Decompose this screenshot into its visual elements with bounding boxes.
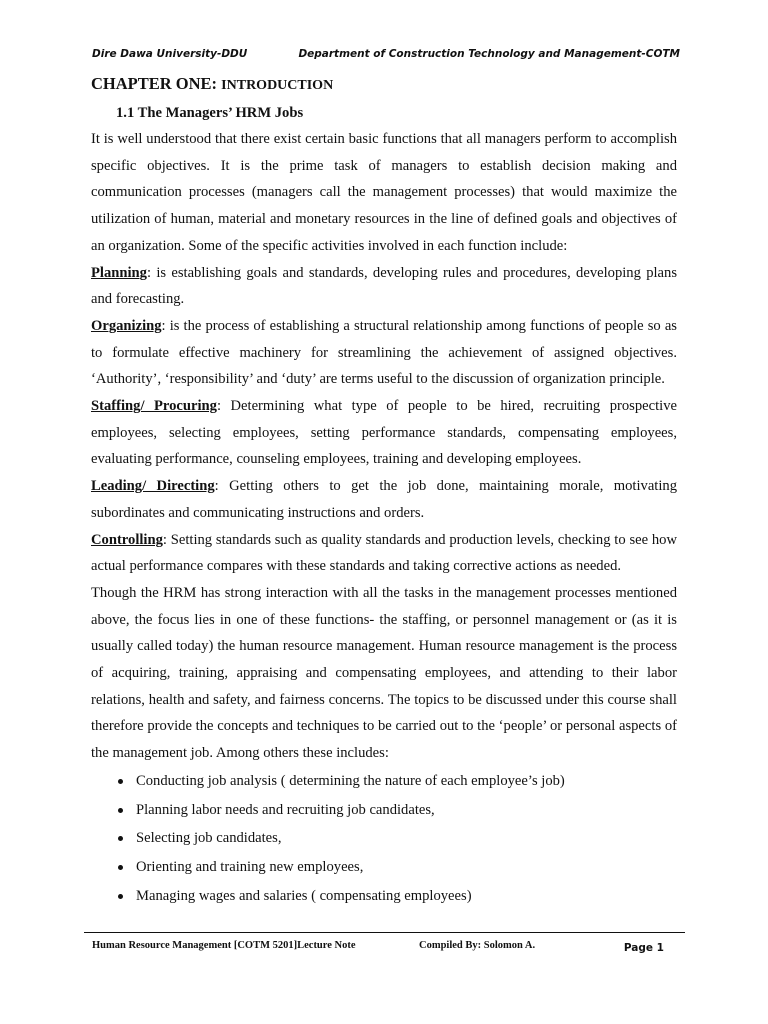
footer-divider xyxy=(84,932,685,933)
page-number: Page 1 xyxy=(623,942,664,954)
list-item: Conducting job analysis ( determining the nature of each employee’s job) xyxy=(116,767,677,796)
list-item: Selecting job candidates, xyxy=(116,824,677,853)
function-description: : Getting others to get the job done, maintaining morale, motivating subordinates and communicating instructions and orders. xyxy=(91,478,678,521)
function-leading xyxy=(91,473,677,526)
hrm-topics-list xyxy=(91,767,677,911)
header-university: Dire Dawa University-DDU xyxy=(92,48,248,60)
function-staffing xyxy=(91,393,677,473)
function-term: Organizing xyxy=(91,317,162,334)
function-term: Leading/ Directing xyxy=(91,478,215,495)
header-department: Department of Construction Technology and Management-COTM xyxy=(298,48,680,60)
function-description: : is the process of establishing a structural relationship among functions of people so as to formulate effective machinery for streamlining the achievement of assigned objectives. ‘Authority’, ‘responsibility’ and ‘duty’ are terms useful to the discussion of organization principle. xyxy=(91,317,677,388)
function-description: : is establishing goals and standards, developing rules and procedures, developing plans and forecasting. xyxy=(91,264,677,308)
chapter-title: INTRODUCTION xyxy=(221,78,334,93)
page-body xyxy=(91,70,677,911)
function-term: Controlling xyxy=(91,531,163,548)
list-item: Managing wages and salaries ( compensating employees) xyxy=(116,882,677,911)
section-heading: 1.1 The Managers’ HRM Jobs xyxy=(116,105,304,121)
function-organizing xyxy=(91,313,677,393)
function-planning xyxy=(91,260,677,313)
hrm-paragraph: Though the HRM has strong interaction with all the tasks in the management processes mentioned above, the focus lies in one of these functions- the staffing, or personnel management or (as it is usually called today) the human resource management. Human resource management is the process of acquiring, training, appraising and compensating employees, and attending to their labor relations, health and safety, and fairness concerns. The topics to be discussed under this course shall therefore provide the concepts and techniques to be carried out to the ‘people’ or personal aspects of the management job. Among others these includes: xyxy=(91,584,677,762)
footer-compiled-by: Compiled By: Solomon A. xyxy=(419,940,536,951)
function-term: Staffing/ Procuring xyxy=(91,398,217,415)
footer-course: Human Resource Management [COTM 5201]Lecture Note xyxy=(92,940,356,951)
intro-paragraph: It is well understood that there exist certain basic functions that all managers perform to accomplish specific objectives. It is the prime task of managers to establish decision making and communication processes (managers call the management processes) that would maximize the utilization of human, material and monetary resources in the line of defined goals and objectives of an organization. Some of the specific activities involved in each function include: xyxy=(91,131,677,254)
list-item: Planning labor needs and recruiting job candidates, xyxy=(116,796,677,825)
function-description: : Determining what type of people to be hired, recruiting prospective employees, selecting employees, setting performance standards, compensating employees, evaluating performance, counseling employees, training and developing employees. xyxy=(91,398,677,468)
function-controlling xyxy=(91,527,677,580)
function-term: Planning xyxy=(91,264,147,281)
function-description: : Setting standards such as quality standards and production levels, checking to see how actual performance compares with these standards and taking corrective actions as needed. xyxy=(91,531,677,575)
chapter-prefix: CHAPTER ONE: xyxy=(91,74,218,93)
chapter-heading xyxy=(91,70,677,100)
list-item: Orienting and training new employees, xyxy=(116,853,677,882)
